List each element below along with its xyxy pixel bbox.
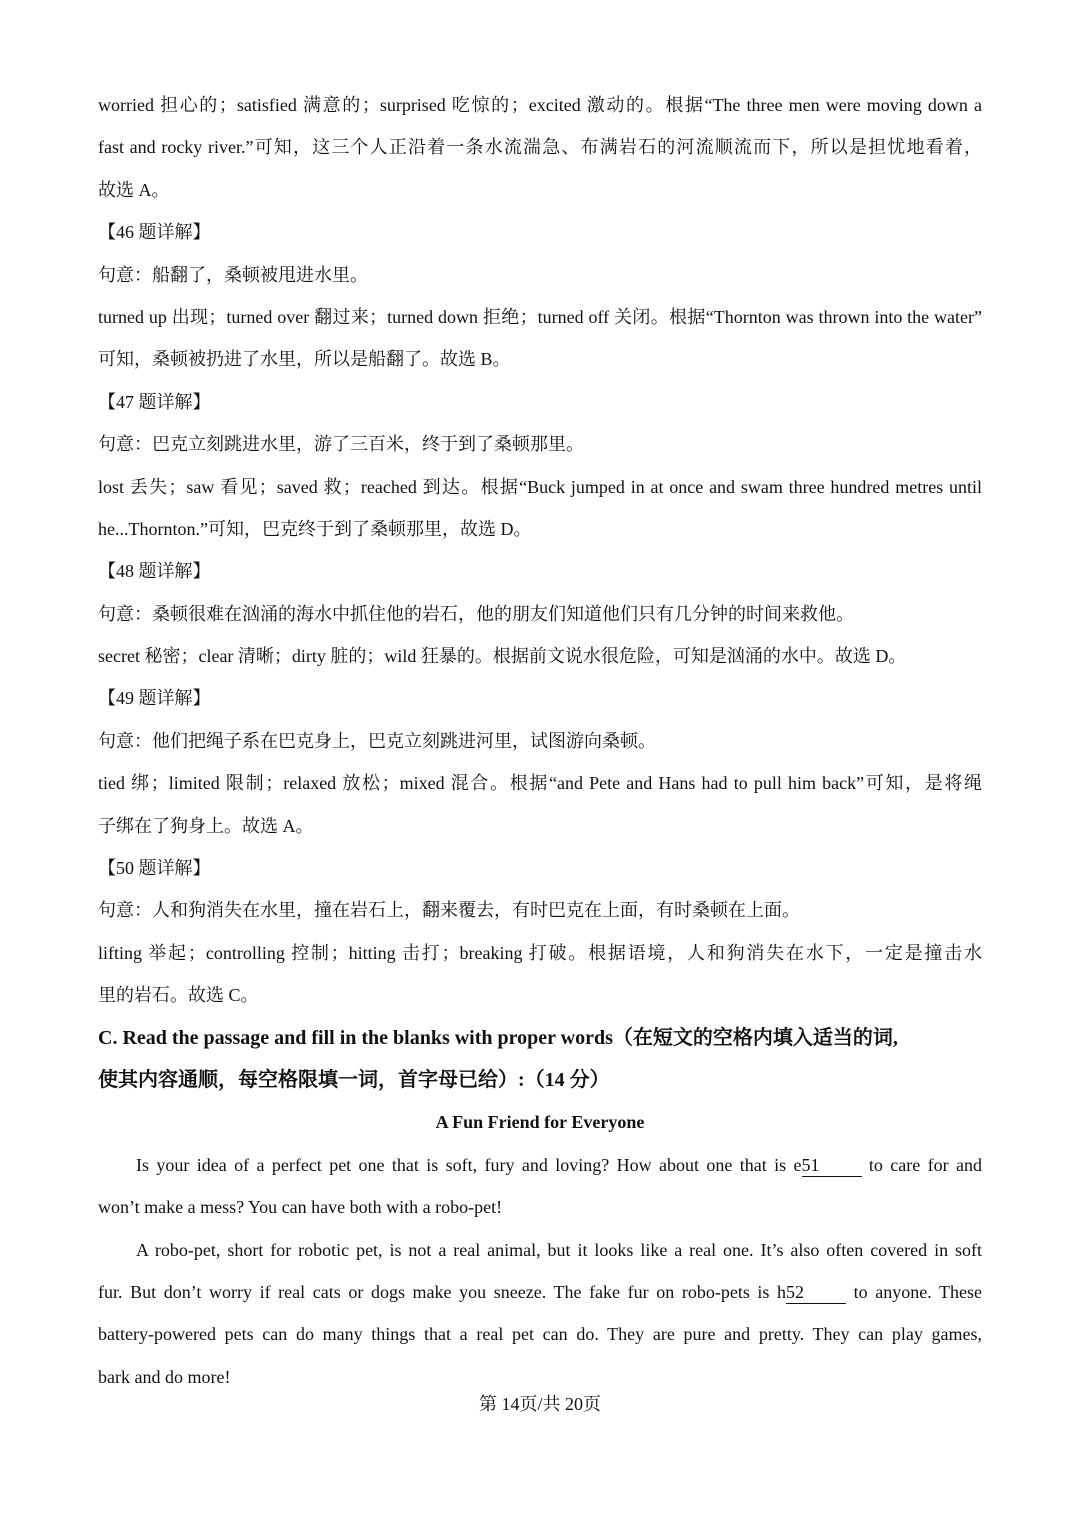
question-48-header: 【48 题详解】 [98, 561, 211, 582]
text-line: turned up 出现；turned over 翻过来；turned down 拒绝；turned off 关闭。根据“Thornton was thrown into the water” [98, 306, 982, 327]
passage-line: battery-powered pets can do many things that a real pet can do. They are pure and pretty. They can play games, [98, 1324, 982, 1345]
passage-line [98, 1144, 982, 1186]
text-line: 句意：巴克立刻跳进水里，游了三百米，终于到了桑顿那里。 [98, 434, 584, 455]
text-line: fast and rocky river.”可知，这三个人正沿着一条水流湍急、布满岩石的河流顺流而下，所以是担忧地看着， [98, 137, 982, 158]
section-c-heading-cont: 使其内容通顺，每空格限填一词，首字母已给）:（14 分） [98, 1068, 610, 1091]
text-line: secret 秘密；clear 清晰；dirty 脏的；wild 狂暴的。根据前文说水很危险，可知是汹涌的水中。故选 D。 [98, 646, 907, 667]
passage-line [98, 1271, 982, 1313]
text-line: tied 绑；limited 限制；relaxed 放松；mixed 混合。根据“and Pete and Hans had to pull him back”可知，是将绳 [98, 773, 982, 794]
text-line: lost 丢失；saw 看见；saved 救；reached 到达。根据“Buck jumped in at once and swam three hundred metres until [98, 476, 982, 497]
page-content [98, 84, 982, 1398]
text-line: 句意：桑顿很难在汹涌的海水中抓住他的岩石，他的朋友们知道他们只有几分钟的时间来救他。 [98, 603, 854, 624]
passage-line: bark and do more! [98, 1366, 231, 1387]
passage-title: A Fun Friend for Everyone [435, 1112, 645, 1133]
section-c-heading: C. Read the passage and fill in the blanks with proper words（在短文的空格内填入适当的词, [98, 1026, 898, 1049]
page-footer: 第 14页/共 20页 [478, 1394, 601, 1414]
text-line: 句意：船翻了，桑顿被甩进水里。 [98, 264, 368, 285]
text-line: worried 担心的；satisfied 满意的；surprised 吃惊的；excited 激动的。根据“The three men were moving down a [98, 95, 982, 115]
question-49-header: 【49 题详解】 [98, 688, 211, 709]
question-50-header: 【50 题详解】 [98, 858, 211, 879]
passage-text: Is your idea of a perfect pet one that is soft, fury and loving? How about one that is e [136, 1154, 802, 1175]
text-line: 可知，桑顿被扔进了水里，所以是船翻了。故选 B。 [98, 349, 511, 370]
passage-line: won’t make a mess? You can have both with a robo-pet! [98, 1197, 503, 1218]
blank-51: 51 [802, 1154, 862, 1177]
text-line: 句意：人和狗消失在水里，撞在岩石上，翻来覆去，有时巴克在上面，有时桑顿在上面。 [98, 900, 800, 921]
passage-text: fur. But don’t worry if real cats or dogs make you sneeze. The fake fur on robo-pets is h [98, 1281, 787, 1302]
blank-52: 52 [786, 1281, 846, 1304]
question-46-header: 【46 题详解】 [98, 222, 211, 243]
passage-line: A robo-pet, short for robotic pet, is not a real animal, but it looks like a real one. It’s also often covered in soft [136, 1239, 982, 1260]
passage-text: to anyone. These [846, 1281, 982, 1302]
text-line: lifting 举起；controlling 控制；hitting 击打；breaking 打破。根据语境，人和狗消失在水下，一定是撞击水 [98, 942, 982, 963]
passage-text: to care for and [861, 1154, 982, 1175]
text-line: 句意：他们把绳子系在巴克身上，巴克立刻跳进河里，试图游向桑顿。 [98, 730, 656, 751]
text-line: 故选 A。 [98, 179, 170, 200]
text-line: he...Thornton.”可知，巴克终于到了桑顿那里，故选 D。 [98, 518, 532, 539]
text-line: 子绑在了狗身上。故选 A。 [98, 815, 314, 836]
text-line: 里的岩石。故选 C。 [98, 985, 259, 1006]
question-47-header: 【47 题详解】 [98, 391, 211, 412]
